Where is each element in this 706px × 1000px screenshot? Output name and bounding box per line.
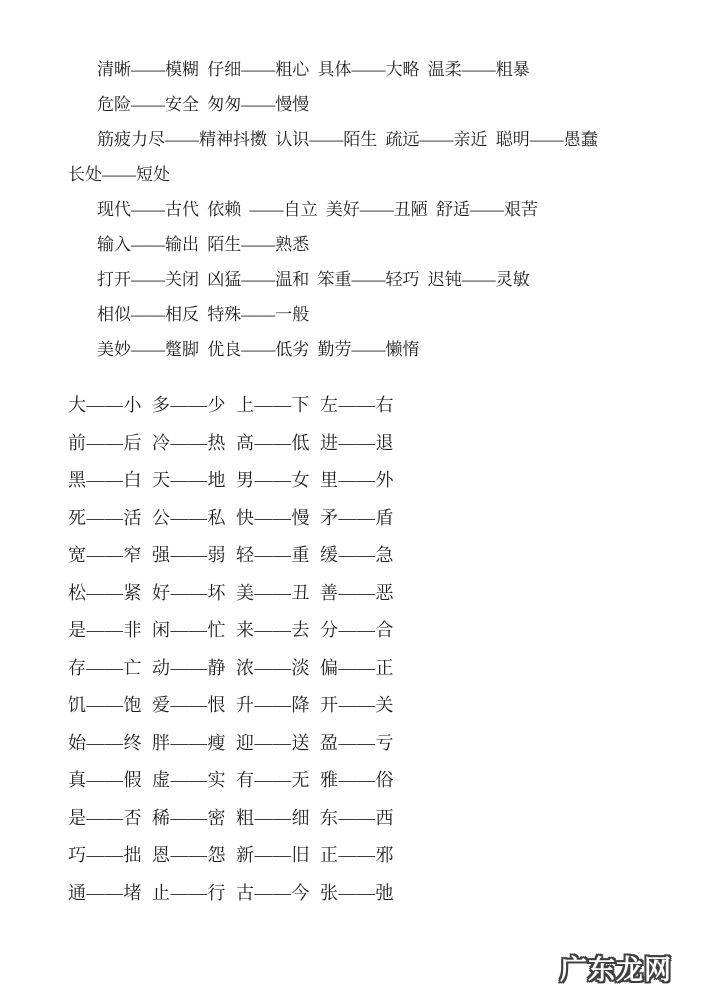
section-single-char-pairs <box>68 387 670 912</box>
text-line: 死——活 公——私 快——慢 矛——盾 <box>68 507 394 528</box>
text-line: 筋疲力尽——精神抖擞 认识——陌生 疏远——亲近 聪明——愚蠢 <box>97 130 598 149</box>
text-line: 长处——短处 <box>68 165 170 184</box>
text-line: 黑——白 天——地 男——女 里——外 <box>68 470 394 490</box>
text-line: 饥——饱 爱——恨 升——降 开——关 <box>68 695 394 715</box>
text-line: 危险——安全 匆匆——慢慢 <box>97 95 310 114</box>
text-line: 输入——输出 陌生——熟悉 <box>97 235 310 254</box>
text-line: 存——亡 动——静 浓——淡 偏——正 <box>68 657 394 678</box>
section-word-pairs <box>68 52 670 367</box>
document-content <box>68 52 670 912</box>
text-line: 现代——古代 依赖 ——自立 美好——丑陋 舒适——艰苦 <box>97 200 538 219</box>
text-line: 通——堵 止——行 古——今 张——弛 <box>68 882 394 903</box>
text-line: 大——小 多——少 上——下 左——右 <box>68 395 394 415</box>
text-line: 松——紧 好——坏 美——丑 善——恶 <box>68 582 394 603</box>
watermark: 广东龙网 <box>560 955 672 986</box>
text-line: 真——假 虚——实 有——无 雅——俗 <box>68 770 394 790</box>
text-line: 始——终 胖——瘦 迎——送 盈——亏 <box>68 732 394 753</box>
text-line: 是——否 稀——密 粗——细 东——西 <box>68 807 394 828</box>
text-line: 巧——拙 恩——怨 新——旧 正——邪 <box>68 845 394 865</box>
text-line: 前——后 冷——热 高——低 进——退 <box>68 432 394 453</box>
text-line: 美妙——蹩脚 优良——低劣 勤劳——懒惰 <box>97 340 420 359</box>
text-line: 清晰——模糊 仔细——粗心 具体——大略 温柔——粗暴 <box>97 60 530 79</box>
text-line: 是——非 闲——忙 来——去 分——合 <box>68 620 394 640</box>
text-line: 相似——相反 特殊——一般 <box>97 305 310 324</box>
text-line: 打开——关闭 凶猛——温和 笨重——轻巧 迟钝——灵敏 <box>97 270 530 289</box>
text-line: 宽——窄 强——弱 轻——重 缓——急 <box>68 545 394 565</box>
